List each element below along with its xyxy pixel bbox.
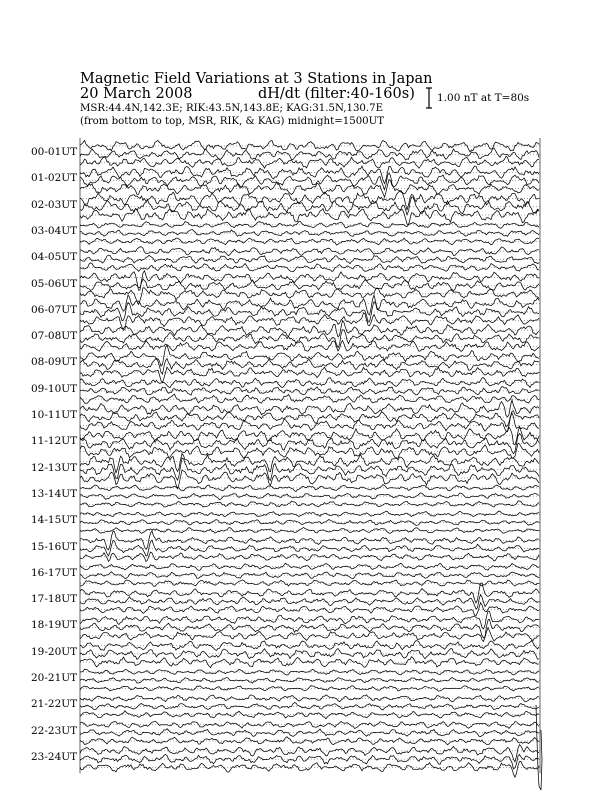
trace-msr [80,394,539,403]
hour-label: 19-20UT [31,645,78,658]
trace-kag [80,721,539,728]
trace-kag [80,321,539,337]
trace-kag [80,641,539,651]
trace-kag [80,221,539,228]
hour-label: 01-02UT [31,172,78,185]
trace-msr [80,367,539,382]
trace-kag [80,511,539,517]
hour-label: 10-11UT [31,409,78,421]
trace-rik [80,173,539,190]
hour-label: 05-06UT [31,277,78,290]
hour-label: 15-16UT [31,540,78,553]
hour-label: 22-23UT [31,724,78,737]
trace-msr [80,761,539,777]
hour-label: 07-08UT [31,330,78,343]
station-order-note: (from bottom to top, MSR, RIK, & KAG) midnight=1500UT [80,116,385,127]
hour-label: 04-05UT [31,251,78,264]
trace-rik [80,302,539,322]
hour-label: 16-17UT [31,566,78,579]
trace-kag [80,345,539,366]
hour-label: 12-13UT [31,461,78,474]
hour-label: 11-12UT [31,435,78,448]
hour-label: 06-07UT [31,303,78,316]
trace-kag [80,426,539,444]
station-coordinates: MSR:44.4N,142.3E; RIK:43.5N,143.8E; KAG:31.5N,130.7E [80,103,384,114]
hour-label: 20-21UT [31,672,78,684]
trace-rik [80,493,539,500]
trace-msr [80,603,539,616]
hour-label: 18-19UT [31,619,78,632]
scale-bar [426,88,432,108]
trace-rik [80,358,539,374]
trace-msr [80,288,539,305]
trace-kag [80,695,539,702]
trace-msr [80,340,539,351]
scale-bar-label: 1.00 nT at T=80s [437,92,530,104]
trace-rik [80,755,539,770]
chart-filter: dH/dt (filter:40-160s) [258,86,415,102]
trace-rik [80,572,539,579]
hour-label: 13-14UT [31,487,78,500]
trace-msr [80,686,539,691]
trace-msr [80,528,539,534]
hour-label: 00-01UT [31,146,78,158]
trace-msr [80,209,539,225]
trace-msr [80,238,539,245]
trace-msr [80,737,539,745]
hour-label: 21-22UT [31,698,78,711]
trace-msr [80,263,539,272]
hour-label: 17-18UT [31,593,78,606]
trace-rik [80,230,539,237]
trace-kag [80,400,539,417]
trace-msr [80,501,539,507]
trace-rik [80,729,539,737]
trace-msr [80,628,539,642]
hour-label: 14-15UT [31,514,78,527]
hour-label: 08-09UT [31,356,78,369]
hour-label: 02-03UT [31,198,78,211]
hour-label: 23-24UT [31,750,78,763]
trace-tail [536,705,542,790]
chart-date: 20 March 2008 [80,86,193,102]
hour-label: 09-10UT [31,382,78,395]
chart-title: Magnetic Field Variations at 3 Stations in Japan [80,71,433,87]
trace-rik [80,703,539,710]
trace-rik [80,197,539,215]
trace-kag [80,611,539,629]
trace-kag [80,191,539,210]
trace-msr [80,156,539,168]
hour-label: 03-04UT [31,224,78,237]
trace-rik [80,148,539,160]
